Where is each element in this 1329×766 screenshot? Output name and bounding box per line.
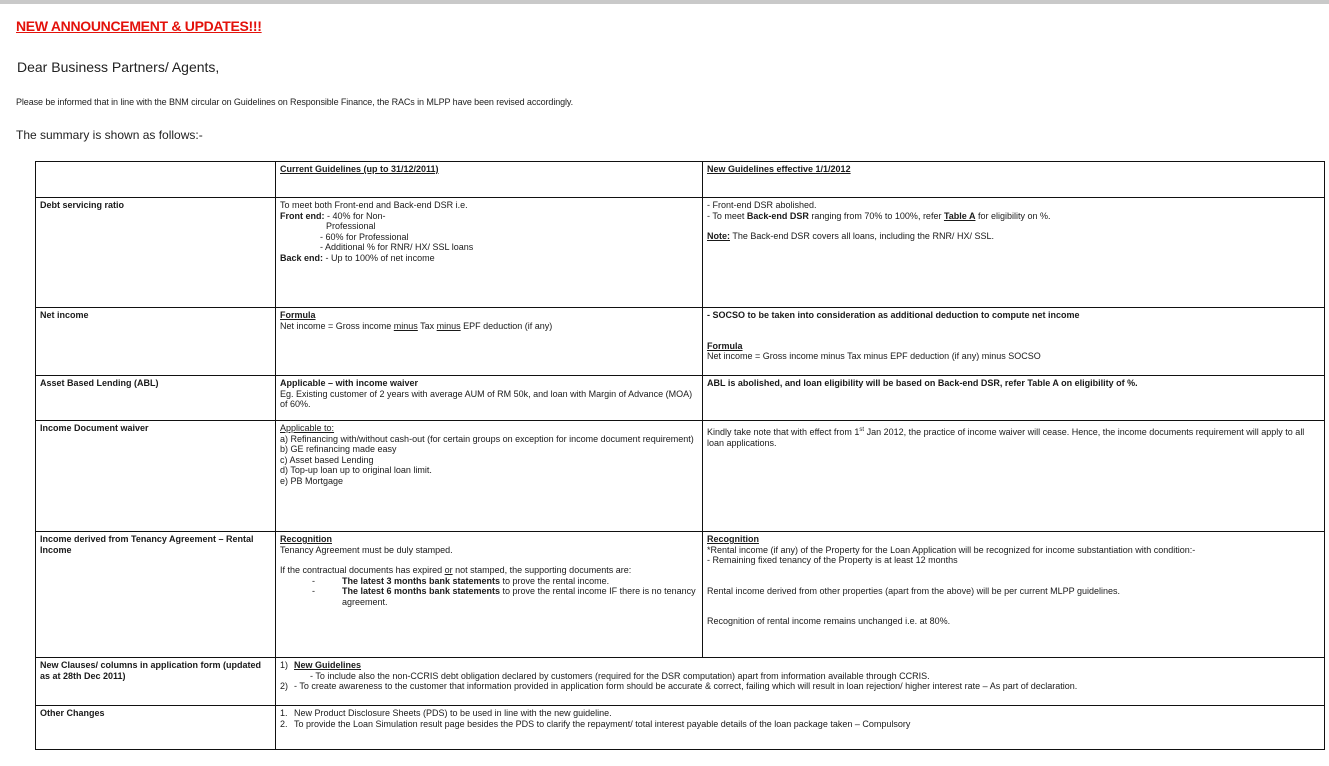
row-label-new-clauses: New Clauses/ columns in application form (updated as at 28th Dec 2011) bbox=[36, 658, 276, 706]
rental-current: Recognition Tenancy Agreement must be duly stamped. If the contractual documents has expired or not stamped, the supporting documents are: - The latest 3 months bank statements to prove the rental income. - The latest 6 months bank statements to prove the rental income IF there is no tenancy agreement. bbox=[276, 532, 703, 658]
row-label-net-income: Net income bbox=[36, 308, 276, 376]
icw-new: Kindly take note that with effect from 1st Jan 2012, the practice of income waiver will cease. Hence, the income documents requirement will apply to all loan applications. bbox=[703, 421, 1325, 532]
table-header-row bbox=[36, 162, 1325, 198]
header-current: Current Guidelines (up to 31/12/2011) bbox=[276, 162, 703, 198]
table-row-abl bbox=[36, 376, 1325, 421]
abl-current: Applicable – with income waiver Eg. Existing customer of 2 years with average AUM of RM 50k, and loan with Margin of Advance (MOA) of 60%. bbox=[276, 376, 703, 421]
net-current: Formula Net income = Gross income minus Tax minus EPF deduction (if any) bbox=[276, 308, 703, 376]
table-row-income-waiver bbox=[36, 421, 1325, 532]
other-content: 1. New Product Disclosure Sheets (PDS) to be used in line with the new guideline. 2. To provide the Loan Simulation result page besides the PDS to clarify the repayment/ total interest payable details of the loan package taken – Compulsory bbox=[276, 706, 1325, 750]
guidelines-table bbox=[35, 161, 1325, 750]
table-row-rental-income bbox=[36, 532, 1325, 658]
abl-new: ABL is abolished, and loan eligibility will be based on Back-end DSR, refer Table A on eligibility of %. bbox=[703, 376, 1325, 421]
announcement-title: NEW ANNOUNCEMENT & UPDATES!!! bbox=[16, 18, 262, 34]
summary-text: The summary is shown as follows:- bbox=[16, 128, 203, 142]
intro-text: Please be informed that in line with the BNM circular on Guidelines on Responsible Finance, the RACs in MLPP have been revised accordingly. bbox=[16, 97, 574, 107]
top-divider bbox=[0, 0, 1329, 4]
table-row-other-changes bbox=[36, 706, 1325, 750]
row-label-other-changes: Other Changes bbox=[36, 706, 276, 750]
row-label-abl: Asset Based Lending (ABL) bbox=[36, 376, 276, 421]
table-row-new-clauses bbox=[36, 658, 1325, 706]
row-label-dsr: Debt servicing ratio bbox=[36, 198, 276, 308]
clauses-content: 1) New Guidelines - To include also the non-CCRIS debt obligation declared by customers (required for the DSR computation) apart from information available through CCRIS. 2) - To create awareness to the customer that information provided in application form should be accurate & correct, failing which will result in loan rejection/ higher interest rate – As part of declaration. bbox=[276, 658, 1325, 706]
header-new: New Guidelines effective 1/1/2012 bbox=[703, 162, 1325, 198]
row-label-rental-income: Income derived from Tenancy Agreement – Rental Income bbox=[36, 532, 276, 658]
icw-current: Applicable to: a) Refinancing with/without cash-out (for certain groups on exception for income document requirement) b) GE refinancing made easy c) Asset based Lending d) Top-up loan up to original loan limit. e) PB Mortgage bbox=[276, 421, 703, 532]
dsr-current: To meet both Front-end and Back-end DSR i.e. Front end: - 40% for Non- Professional - 60% for Professional - Additional % for RNR/ HX/ SSL loans Back end: - Up to 100% of net income bbox=[276, 198, 703, 308]
net-new: - SOCSO to be taken into consideration as additional deduction to compute net income Formula Net income = Gross income minus Tax minus EPF deduction (if any) minus SOCSO bbox=[703, 308, 1325, 376]
dsr-new: - Front-end DSR abolished. - To meet Back-end DSR ranging from 70% to 100%, refer Table A for eligibility on %. Note: The Back-end DSR covers all loans, including the RNR/ HX/ SSL. bbox=[703, 198, 1325, 308]
rental-new: Recognition *Rental income (if any) of the Property for the Loan Application will be recognized for income substantiation with condition:- - Remaining fixed tenancy of the Property is at least 12 months Rental income derived from other properties (apart from the above) will be per current MLPP guidelines. Recognition of rental income remains unchanged i.e. at 80%. bbox=[703, 532, 1325, 658]
table-row-dsr bbox=[36, 198, 1325, 308]
header-empty-cell bbox=[36, 162, 276, 198]
greeting: Dear Business Partners/ Agents, bbox=[17, 59, 220, 75]
row-label-income-waiver: Income Document waiver bbox=[36, 421, 276, 532]
table-row-net-income bbox=[36, 308, 1325, 376]
